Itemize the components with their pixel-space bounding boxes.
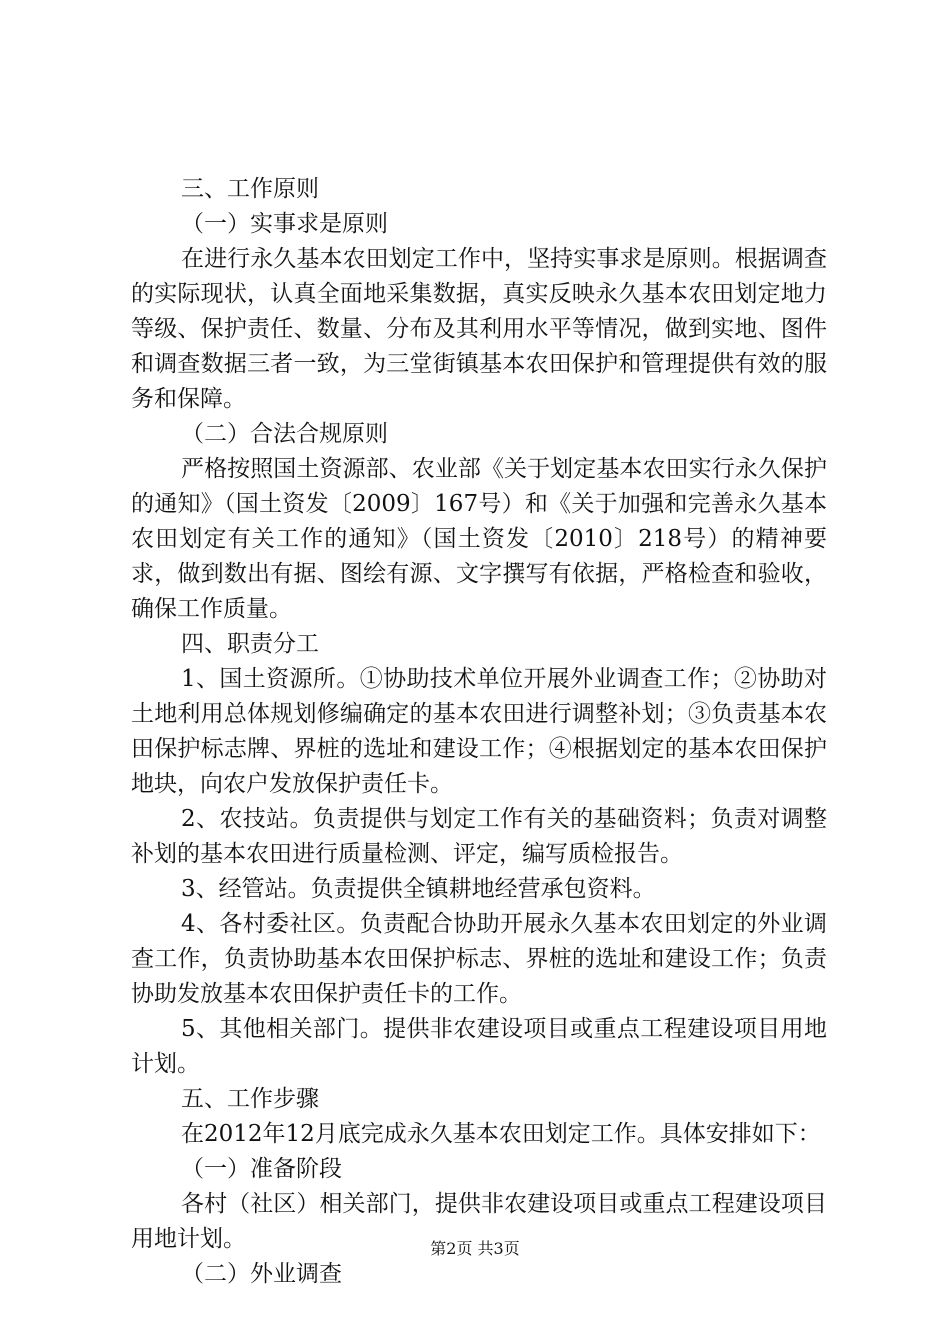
paragraph-land-resources-office: 1、国土资源所。①协助技术单位开展外业调查工作；②协助对土地利用总体规划修编确定的基本农田进行调整补划；③负责基本农田保护标志牌、界桩的选址和建设工作；④根据划定的基本农田保护地块，向农户发放保护责任卡。 [131,666,827,797]
paragraph-fact-based: 在进行永久基本农田划定工作中，坚持实事求是原则。根据调查的实际现状，认真全面地采集数据，真实反映永久基本农田划定地力等级、保护责任、数量、分布及其利用水平等情况，做到实地、图件和调查数据三者一致，为三堂街镇基本农田保护和管理提供有效的服务和保障。 [131,246,827,412]
page-footer: 第2页 共3页 [430,1239,520,1258]
section-heading-steps: 五、工作步骤 [181,1086,319,1112]
paragraph-other-departments: 5、其他相关部门。提供非农建设项目或重点工程建设项目用地计划。 [131,1016,827,1077]
section-heading-responsibilities: 四、职责分工 [181,631,319,657]
paragraph-preparation: 各村（社区）相关部门，提供非农建设项目或重点工程建设项目用地计划。 [131,1191,827,1252]
paragraph-village-committees: 4、各村委社区。负责配合协助开展永久基本农田划定的外业调查工作，负责协助基本农田保护标志、界桩的选址和建设工作；负责协助发放基本农田保护责任卡的工作。 [131,911,827,1007]
subheading-legal-compliance: （二）合法合规原则 [181,421,388,447]
paragraph-legal-compliance: 严格按照国土资源部、农业部《关于划定基本农田实行永久保护的通知》（国土资发〔2009〕167号）和《关于加强和完善永久基本农田划定有关工作的通知》（国土资发〔2010〕218号）的精神要求，做到数出有据、图绘有源、文字撰写有依据，严格检查和验收，确保工作质量。 [131,456,827,622]
section-heading-principles: 三、工作原则 [181,176,319,202]
document-body [131,172,827,1292]
paragraph-schedule: 在2012年12月底完成永久基本农田划定工作。具体安排如下： [181,1121,821,1147]
paragraph-agri-tech-station: 2、农技站。负责提供与划定工作有关的基础资料；负责对调整补划的基本农田进行质量检测、评定，编写质检报告。 [131,806,827,867]
subheading-field-survey: （二）外业调查 [181,1261,342,1287]
subheading-preparation: （一）准备阶段 [181,1156,342,1182]
paragraph-management-station: 3、经管站。负责提供全镇耕地经营承包资料。 [181,876,656,902]
subheading-fact-based: （一）实事求是原则 [181,211,388,237]
